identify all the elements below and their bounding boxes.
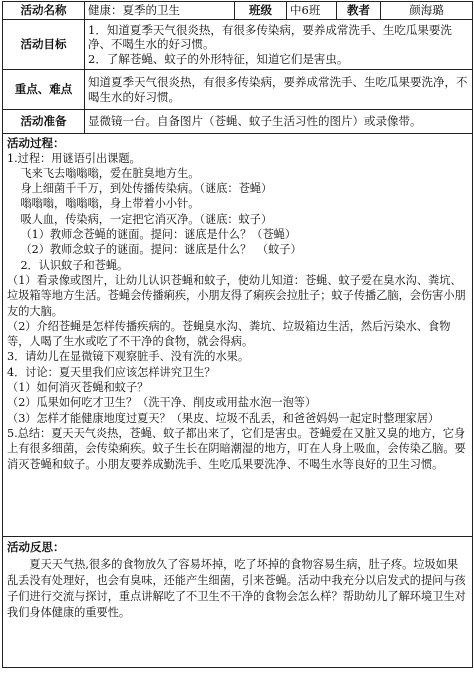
key-points-text: 知道夏季天气很炎热，有很多传染病，要养成常洗手、生吃瓜果要洗净，不喝生水的好习惯。 <box>85 70 473 110</box>
process-line: （2）瓜果如何吃才卫生？（洗干净、削皮或用盐水泡一泡等） <box>7 396 317 410</box>
reflection-row <box>3 537 473 668</box>
preparation-label: 活动准备 <box>3 110 85 134</box>
process-title: 活动过程： <box>7 136 65 150</box>
teacher-value: 颜海璐 <box>381 2 473 20</box>
goals-row <box>3 20 473 70</box>
reflection-text: 夏天天气热,很多的食物放久了容易坏掉，吃了坏掉的食物容易生病，肚子疼。垃圾如果乱丢没有处理好，也会有臭味，还能产生细菌，引来苍蝇。活动中我充分以启发式的提问与孩子们进行交流与探讨，重点讲解吃了不卫生不干净的食物会怎么样？帮助幼儿了解环境卫生对我们身体健康的重要性。 <box>7 557 466 619</box>
goals-content <box>85 20 473 70</box>
process-line: （2）介绍苍蝇是怎样传播疾病的。苍蝇臭水沟、粪坑、垃圾箱边生活，然后污染水、食物等，人喝了生水或吃了不干净的食物，就会得病。 <box>7 319 451 349</box>
goals-label: 活动目标 <box>3 20 85 70</box>
process-line: 飞来飞去嗡嗡嗡，爱在脏臭地方生。 <box>20 166 200 180</box>
key-points-label: 重点、难点 <box>3 70 85 110</box>
process-line: （3）怎样才能健康地度过夏天？（果皮、垃圾不乱丢，和爸爸妈妈一起定时整理家居） <box>7 411 440 425</box>
process-line: （1）教师念苍蝇的谜面。提问：谜底是什么？（苍蝇） <box>20 228 297 242</box>
process-line: 身上细菌千千万，到处传播传染病。（谜底：苍蝇） <box>20 182 273 196</box>
process-line: 3．请幼儿在显微镜下观察脏手、没有洗的水果。 <box>7 350 250 364</box>
goal-line-1: 1．知道夏季天气很炎热，有很多传染病，要养成常洗手、生吃瓜果要洗净、不喝生水的好习惯。 <box>88 22 452 52</box>
reflection-title: 活动反思： <box>7 540 65 554</box>
header-row <box>3 2 473 20</box>
activity-name-value: 健康：夏季的卫生 <box>85 2 235 20</box>
teacher-label: 教者 <box>337 2 381 20</box>
preparation-row <box>3 110 473 134</box>
process-line: 嗡嗡嗡，嗡嗡嗡，身上带着小小针。 <box>20 197 200 211</box>
process-line: （2）教师念蚊子的谜面。提问：谜底是什么？ （蚊子） <box>20 243 302 257</box>
process-line: （1）如何消灭苍蝇和蚊子？ <box>7 381 149 395</box>
lesson-plan-page <box>0 1 474 674</box>
lesson-plan-table <box>2 1 473 668</box>
process-cell <box>3 134 473 537</box>
process-line: 5.总结：夏天天气炎热，苍蝇、蚊子都出来了，它们是害虫。苍蝇爱在又脏又臭的地方，它身上有很多细菌，会传染痢疾。蚊子生长在阴暗潮湿的地方，叮在人身上吸血，会传染乙脑。要消灭苍蝇和蚊子。小朋友要养成勤洗手、生吃瓜果要洗净、不喝生水等良好的卫生习惯。 <box>7 426 466 471</box>
process-line: 1.过程：用谜语引出课题。 <box>7 151 141 165</box>
process-line: 吸人血，传染病，一定把它消灭净。（谜底：蚊子） <box>20 212 273 226</box>
key-points-row <box>3 70 473 110</box>
preparation-text: 显微镜一台。自备图片（苍蝇、蚊子生活习性的图片）或录像带。 <box>85 110 473 134</box>
process-line: 4．讨论：夏天里我们应该怎样讲究卫生？ <box>7 365 216 379</box>
process-row <box>3 134 473 537</box>
process-line: 2．认识蚊子和苍蝇。 <box>20 258 129 272</box>
reflection-cell <box>3 537 473 668</box>
activity-name-label: 活动名称 <box>3 2 85 20</box>
goal-line-2: 2．了解苍蝇、蚊子的外形特征，知道它们是害虫。 <box>88 51 349 66</box>
class-value: 中6班 <box>287 2 337 20</box>
class-label: 班级 <box>235 2 287 20</box>
process-line: （1）看录像或图片，让幼儿认识苍蝇和蚊子，使幼儿知道：苍蝇、蚊子爱在臭水沟、粪坑、垃圾箱等地方生活。苍蝇会传播痢疾，小朋友得了痢疾会拉肚子；蚊子传播乙脑，会伤害小朋友的大脑。 <box>7 273 466 318</box>
